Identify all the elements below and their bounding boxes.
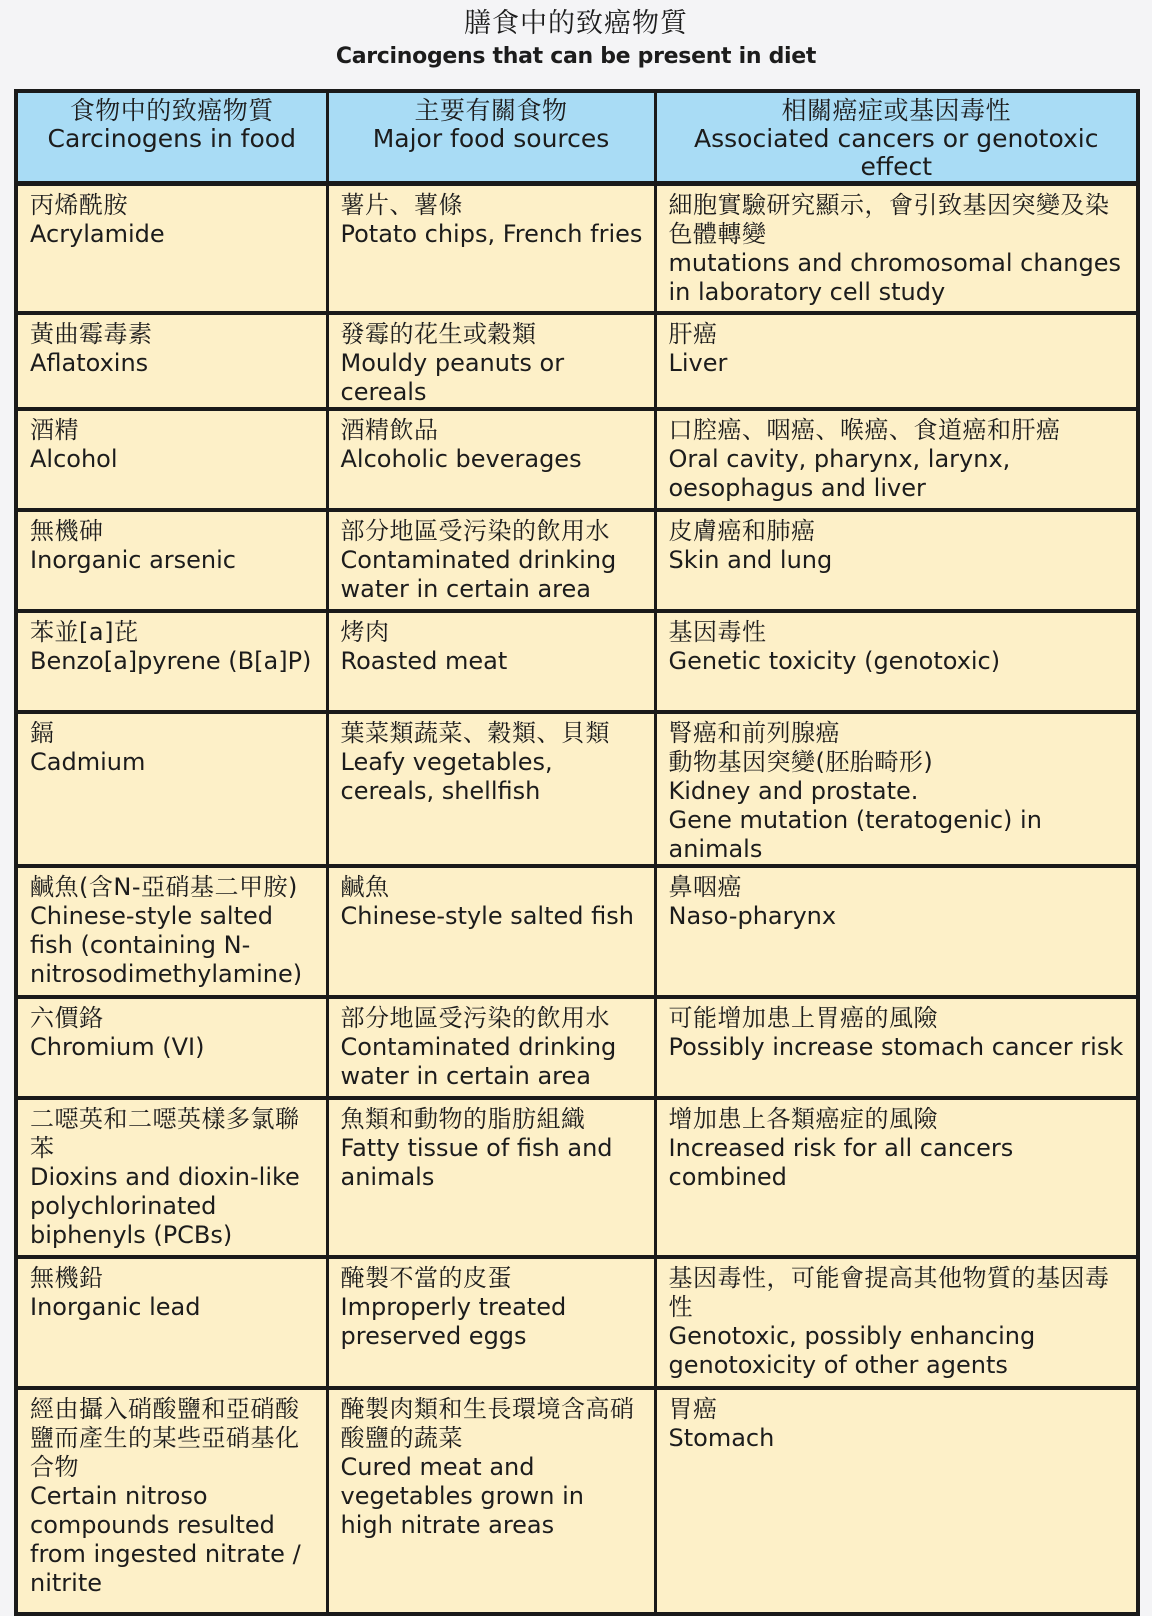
cell-zh: 肝癌 — [668, 319, 718, 348]
cell-en: Cadmium — [30, 747, 146, 776]
cell-sources — [327, 313, 655, 409]
cell-sources — [327, 510, 655, 611]
cell-en: Liver — [668, 348, 728, 377]
table-row — [16, 1098, 1138, 1257]
cell-zh: 酒精 — [30, 415, 79, 444]
header-zh: 食物中的致癌物質 — [69, 96, 274, 125]
cell-carcinogen — [16, 611, 327, 712]
cell-zh: 烤肉 — [340, 617, 390, 646]
cell-en: Roasted meat — [340, 646, 508, 675]
cell-en: Chinese-style salted fish (containing N-nitrosodimethylamine) — [30, 901, 303, 988]
cell-sources — [327, 1098, 655, 1257]
cell-carcinogen — [16, 409, 327, 510]
cell-zh: 苯並[a]芘 — [30, 617, 139, 646]
cell-effect — [655, 409, 1138, 510]
cell-carcinogen — [16, 313, 327, 409]
cell-effect — [655, 866, 1138, 997]
cell-zh: 醃製不當的皮蛋 — [340, 1263, 512, 1292]
cell-zh: 可能增加患上胃癌的風險 — [668, 1003, 938, 1032]
cell-zh-2: 動物基因突變(胚胎畸形) — [668, 747, 934, 776]
cell-en: Contaminated drinking water in certain area — [340, 545, 617, 603]
header-en: Associated cancers or genotoxic effect — [694, 124, 1099, 181]
header-effect — [655, 91, 1138, 184]
cell-zh: 部分地區受污染的飲用水 — [340, 1003, 610, 1032]
cell-zh: 二噁英和二噁英樣多氯聯苯 — [30, 1104, 300, 1162]
cell-zh: 薯片、薯條 — [340, 191, 463, 219]
cell-sources — [327, 409, 655, 510]
cell-zh: 皮膚癌和肺癌 — [668, 516, 816, 545]
cell-effect — [655, 712, 1138, 866]
table-row — [16, 184, 1138, 313]
cell-zh: 增加患上各類癌症的風險 — [668, 1104, 938, 1133]
header-carcinogen — [16, 91, 327, 184]
table-row — [16, 1257, 1138, 1388]
page-title-en: Carcinogens that can be present in diet — [335, 44, 817, 69]
cell-zh: 鎘 — [30, 718, 55, 747]
cell-sources — [327, 611, 655, 712]
cell-en: Dioxins and dioxin-like polychlorinated biphenyls (PCBs) — [30, 1162, 300, 1249]
header-en: Carcinogens in food — [47, 124, 296, 153]
carcinogen-table — [14, 89, 1140, 1616]
cell-en: Certain nitroso compounds resulted from ingested nitrate / nitrite — [30, 1481, 301, 1597]
cell-en: Alcohol — [30, 444, 118, 473]
cell-zh: 口腔癌、咽癌、喉癌、食道癌和肝癌 — [668, 415, 1061, 444]
cell-effect — [655, 510, 1138, 611]
cell-en: Genotoxic, possibly enhancing genotoxicity of other agents — [668, 1321, 1036, 1379]
header-zh: 主要有關食物 — [414, 96, 568, 125]
table-row — [16, 997, 1138, 1098]
cell-zh: 酒精飲品 — [340, 415, 439, 444]
cell-en: Fatty tissue of fish and animals — [340, 1133, 613, 1191]
cell-zh: 魚類和動物的脂肪組織 — [340, 1104, 586, 1133]
cell-carcinogen — [16, 712, 327, 866]
cell-en: Contaminated drinking water in certain area — [340, 1032, 617, 1090]
cell-zh: 胃癌 — [668, 1394, 718, 1423]
table-row — [16, 611, 1138, 712]
cell-sources — [327, 1257, 655, 1388]
cell-zh: 發霉的花生或穀類 — [340, 319, 537, 348]
cell-effect — [655, 184, 1138, 313]
cell-zh: 基因毒性，可能會提高其他物質的基因毒性 — [668, 1263, 1110, 1321]
cell-en: Oral cavity, pharynx, larynx, oesophagus and liver — [668, 444, 1011, 502]
table-row — [16, 1388, 1138, 1614]
cell-en: Stomach — [668, 1423, 775, 1452]
cell-en: Acrylamide — [30, 220, 165, 248]
cell-sources — [327, 712, 655, 866]
cell-en: Leafy vegetables, cereals, shellfish — [340, 747, 553, 805]
cell-carcinogen — [16, 866, 327, 997]
cell-sources — [327, 184, 655, 313]
cell-carcinogen — [16, 1098, 327, 1257]
cell-zh: 細胞實驗研究顯示，會引致基因突變及染色體轉變 — [668, 191, 1110, 248]
cell-carcinogen — [16, 510, 327, 611]
header-sources — [327, 91, 655, 184]
cell-en: Skin and lung — [668, 545, 833, 574]
cell-en: Genetic toxicity (genotoxic) — [668, 646, 1001, 675]
cell-zh: 六價鉻 — [30, 1003, 104, 1032]
cell-en: Mouldy peanuts or cereals — [340, 348, 565, 406]
cell-en: Inorganic arsenic — [30, 545, 236, 574]
cell-en: Aflatoxins — [30, 348, 149, 377]
cell-sources — [327, 997, 655, 1098]
cell-effect — [655, 1388, 1138, 1614]
cell-en: Chinese-style salted fish — [340, 901, 634, 930]
cell-carcinogen — [16, 997, 327, 1098]
cell-zh: 鼻咽癌 — [668, 872, 742, 901]
cell-carcinogen — [16, 184, 327, 313]
cell-effect — [655, 611, 1138, 712]
cell-zh: 丙烯酰胺 — [30, 191, 128, 219]
cell-sources — [327, 866, 655, 997]
cell-en: Cured meat and vegetables grown in high nitrate areas — [340, 1452, 584, 1539]
cell-en: Benzo[a]pyrene (B[a]P) — [30, 646, 312, 675]
cell-zh: 醃製肉類和生長環境含高硝酸鹽的蔬菜 — [340, 1394, 635, 1452]
cell-zh: 無機鉛 — [30, 1263, 104, 1292]
table-row — [16, 712, 1138, 866]
cell-zh: 基因毒性 — [668, 617, 767, 646]
cell-en: Alcoholic beverages — [340, 444, 582, 473]
cell-zh: 腎癌和前列腺癌 — [668, 718, 840, 747]
cell-en: Potato chips, French fries — [340, 220, 643, 248]
cell-zh: 部分地區受污染的飲用水 — [340, 516, 610, 545]
cell-effect — [655, 1098, 1138, 1257]
cell-zh: 鹹魚(含N-亞硝基二甲胺) — [30, 872, 298, 901]
cell-effect — [655, 313, 1138, 409]
cell-zh: 無機砷 — [30, 516, 104, 545]
table-row — [16, 409, 1138, 510]
cell-zh: 經由攝入硝酸鹽和亞硝酸鹽而產生的某些亞硝基化合物 — [30, 1394, 300, 1481]
table-row — [16, 510, 1138, 611]
cell-effect — [655, 997, 1138, 1098]
cell-en: mutations and chromosomal changes in laboratory cell study — [668, 249, 1121, 306]
cell-zh: 黃曲霉毒素 — [30, 319, 153, 348]
cell-en: Improperly treated preserved eggs — [340, 1292, 567, 1350]
cell-en: Increased risk for all cancers combined — [668, 1133, 1014, 1191]
cell-sources — [327, 1388, 655, 1614]
cell-en: Kidney and prostate. — [668, 776, 919, 805]
header-en: Major food sources — [372, 124, 610, 153]
cell-carcinogen — [16, 1388, 327, 1614]
cell-en: Chromium (VI) — [30, 1032, 205, 1061]
cell-carcinogen — [16, 1257, 327, 1388]
title-block — [0, 6, 1152, 72]
cell-zh: 鹹魚 — [340, 872, 390, 901]
cell-zh: 葉菜類蔬菜、穀類、貝類 — [340, 718, 610, 747]
cell-effect — [655, 1257, 1138, 1388]
header-zh: 相關癌症或基因毒性 — [781, 96, 1011, 125]
cell-en: Inorganic lead — [30, 1292, 201, 1321]
table-row — [16, 866, 1138, 997]
cell-en-2: Gene mutation (teratogenic) in animals — [668, 805, 1042, 863]
header-row — [16, 91, 1138, 184]
cell-en: Naso-pharynx — [668, 901, 837, 930]
table-row — [16, 313, 1138, 409]
cell-en: Possibly increase stomach cancer risk — [668, 1032, 1124, 1061]
page-title-zh: 膳食中的致癌物質 — [464, 8, 688, 39]
